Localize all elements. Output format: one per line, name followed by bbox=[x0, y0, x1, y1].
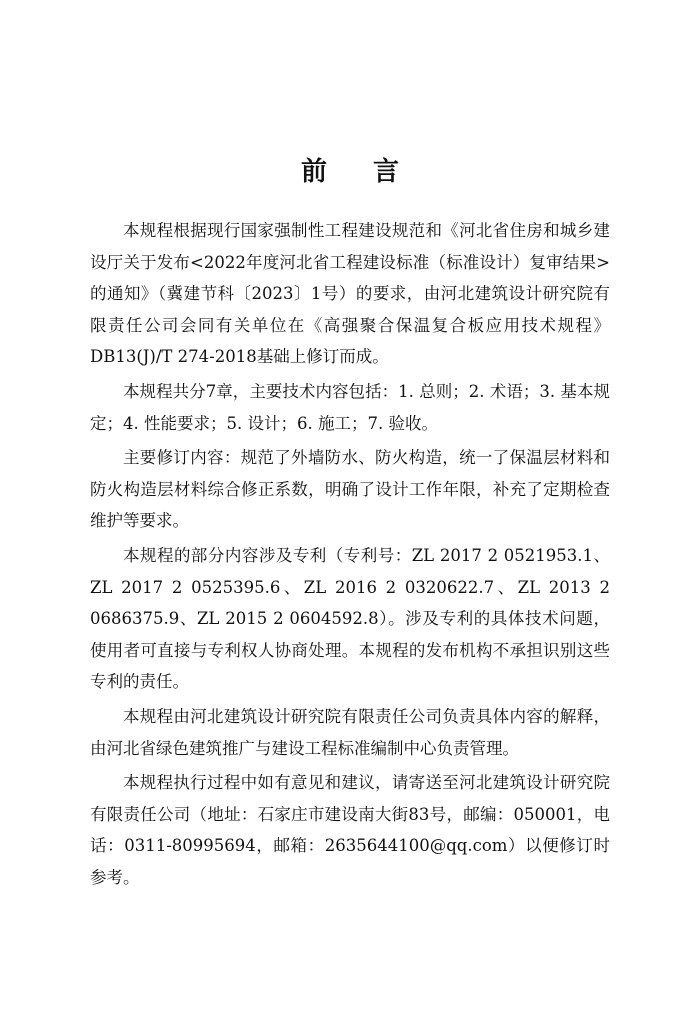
page-title bbox=[0, 152, 700, 192]
paragraph-management: 本规程由河北建筑设计研究院有限责任公司负责具体内容的解释，由河北省绿色建筑推广与建设工程标准编制中心负责管理。 bbox=[90, 706, 610, 758]
paragraph-revisions: 主要修订内容：规范了外墙防水、防火构造，统一了保温层材料和防火构造层材料综合修正系数，明确了设计工作年限，补充了定期检查维护等要求。 bbox=[90, 448, 610, 531]
paragraph-contact: 本规程执行过程中如有意见和建议，请寄送至河北建筑设计研究院有限责任公司（地址：石家庄市建设南大街83号，邮编：050001，电话：0311-80995694，邮箱：2635644100@qq.com）以便修订时参考。 bbox=[90, 773, 610, 887]
title-char-2: 言 bbox=[373, 157, 400, 187]
paragraph-patents: 本规程的部分内容涉及专利（专利号：ZL 2017 2 0521953.1、ZL 2017 2 0525395.6、ZL 2016 2 0320622.7、ZL 2013 2 0686375.9、ZL 2015 2 0604592.8）。涉及专利的具体技术问题，使用者可直接与专利权人协商处理。本规程的发布机构不承担识别这些专利的责任。 bbox=[90, 545, 610, 692]
paragraph-basis: 本规程根据现行国家强制性工程建设规范和《河北省住房和城乡建设厅关于发布<2022年度河北省工程建设标准（标准设计）复审结果>的通知》（冀建节科〔2023〕1号）的要求，由河北建筑设计研究院有限责任公司会同有关单位在《高强聚合保温复合板应用技术规程》DB13(J)/T 274-2018基础上修订而成。 bbox=[90, 221, 610, 367]
title-char-1: 前 bbox=[300, 157, 327, 187]
paragraph-chapters: 本规程共分7章，主要技术内容包括：1. 总则；2. 术语；3. 基本规定；4. 性能要求；5. 设计；6. 施工；7. 验收。 bbox=[90, 381, 610, 433]
preface-body bbox=[90, 215, 610, 896]
